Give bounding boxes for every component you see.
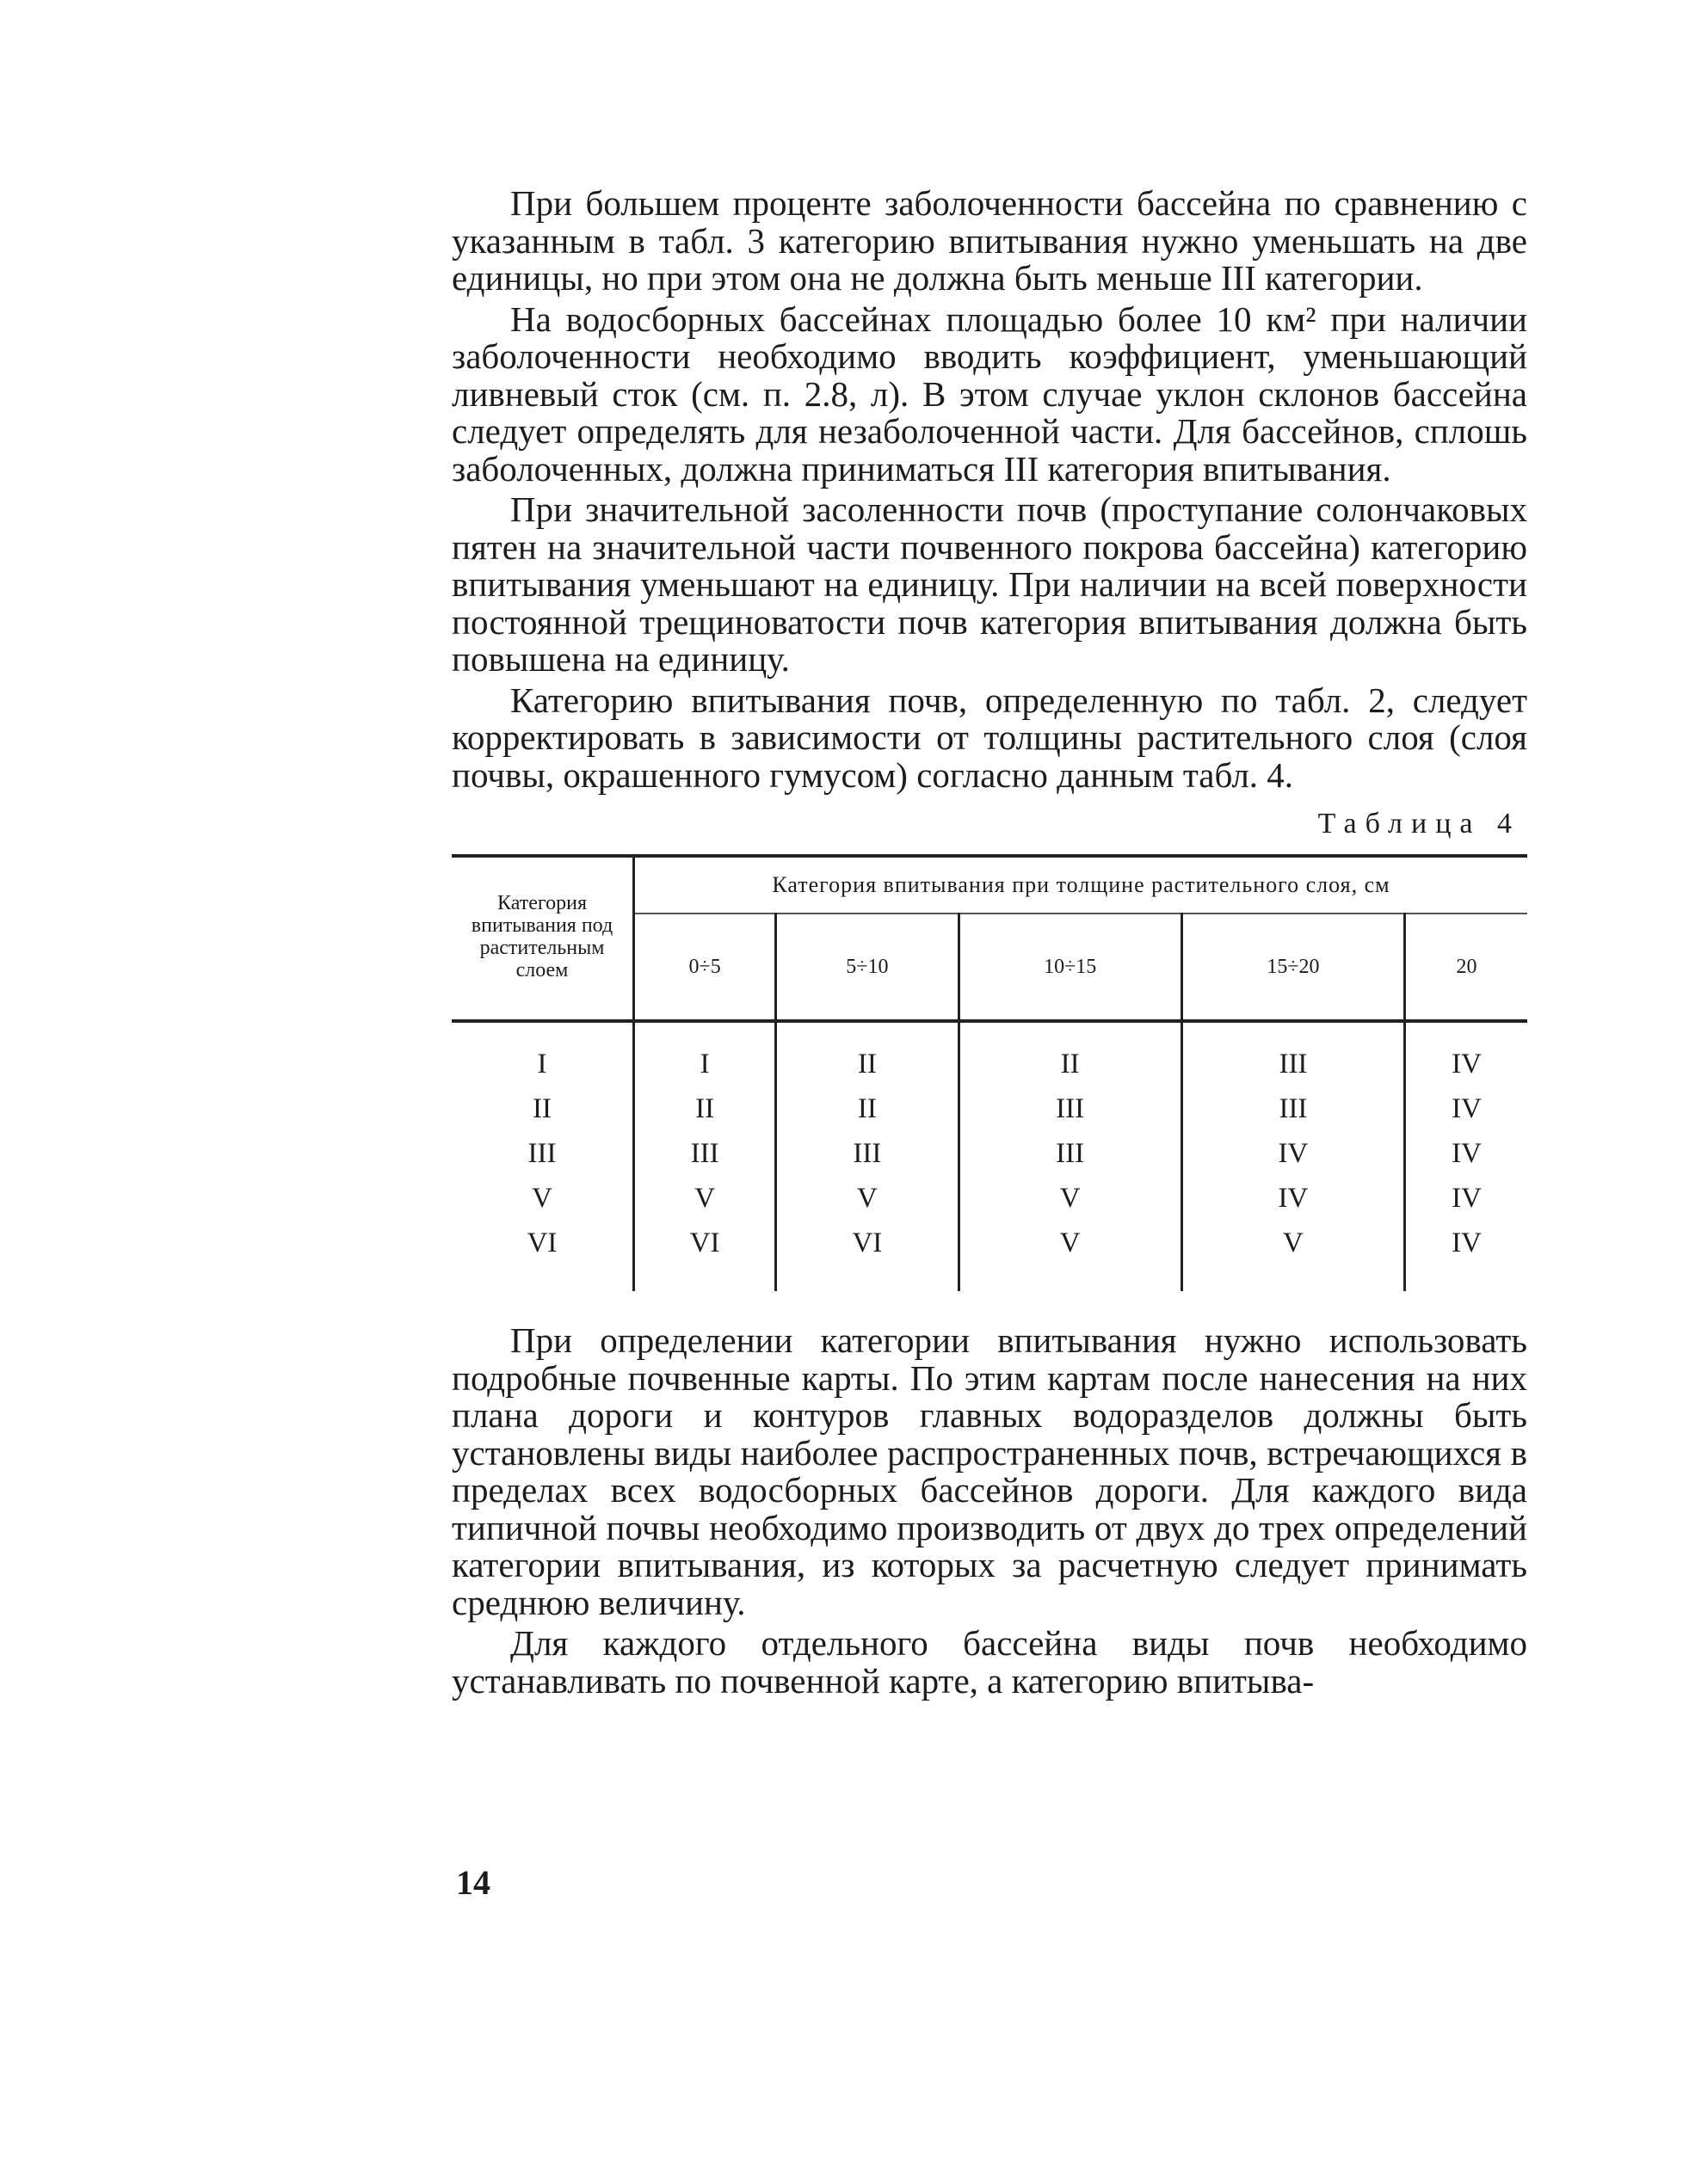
table-cell: I <box>634 1021 776 1086</box>
table-cell: III <box>959 1086 1181 1131</box>
table-cell: IV <box>1452 1049 1482 1080</box>
paragraph-3: При значительной засоленности почв (проступание солончаковых пятен на значительной части почвенного покрова бассейна) категорию впитывания уменьшают на единицу. При наличии на всей поверхности постоянной трещиноватости почв категория впитывания должна быть повышена на единицу. <box>452 489 1527 679</box>
table-cell: III <box>1181 1021 1404 1086</box>
paragraph-1: При большем проценте заболоченности бассейна по сравнению с указанным в табл. 3 категорию впитывания нужно уменьшать на две единицы, но при этом она не должна быть меньше III категории. <box>452 183 1527 298</box>
table-cell: I <box>452 1021 634 1086</box>
table-cell: III <box>959 1131 1181 1176</box>
column-header: 0÷5 <box>634 914 776 1021</box>
table-cell: II <box>776 1086 959 1131</box>
table-row <box>452 1221 1527 1291</box>
table-row <box>452 1176 1527 1221</box>
table-cell: VI <box>452 1221 634 1291</box>
table-cell: IV <box>1181 1176 1404 1221</box>
span-header: Категория впитывания при толщине растительного слоя, см <box>634 856 1528 914</box>
paragraph-2: На водосборных бассейнах площадью более 10 км² при наличии заболоченности необходимо вводить коэффициент, уменьшающий ливневый сток (см. п. 2.8, л). В этом случае уклон склонов бассейна следует определять для незаболоченной части. Для бассейнов, сплошь заболоченных, должна приниматься III категория впитывания. <box>452 298 1527 489</box>
table-cell: VI <box>776 1221 959 1291</box>
table-cell: V <box>959 1221 1181 1291</box>
table-cell: IV <box>1452 1183 1482 1214</box>
column-header: 20 <box>1405 914 1527 1021</box>
table-cell: III <box>634 1131 776 1176</box>
table-cell: V <box>1181 1221 1404 1291</box>
infiltration-table <box>452 854 1527 1291</box>
table-cell: V <box>452 1176 634 1221</box>
table-cell: V <box>959 1176 1181 1221</box>
table-cell: V <box>634 1176 776 1221</box>
table-cell: IV <box>1452 1093 1482 1124</box>
table-cell: IV <box>1452 1138 1482 1169</box>
paragraph-6: Для каждого отдельного бассейна виды почв необходимо устанавливать по почвенной карте, а категорию впитыва- <box>452 1623 1527 1701</box>
table-cell: II <box>634 1086 776 1131</box>
table-cell: II <box>776 1021 959 1086</box>
table-row <box>452 1131 1527 1176</box>
table-cell: III <box>1181 1086 1404 1131</box>
text-after-table <box>452 1322 1527 1700</box>
table-row <box>452 1086 1527 1131</box>
page-number: 14 <box>456 1863 490 1902</box>
paragraph-5: При определении категории впитывания нужно использовать подробные почвенные карты. По этим картам после нанесения на них плана дороги и контуров главных водоразделов должны быть установлены виды наиболее распространенных почв, встречающихся в пределах всех водосборных бассейнов дороги. Для каждого вида типичной почвы необходимо производить от двух до трех определений категории впитывания, из которых за расчетную следует принимать среднюю величину. <box>452 1320 1527 1622</box>
table-cell: V <box>776 1176 959 1221</box>
table-caption: Таблица 4 <box>1317 808 1520 840</box>
table-cell: III <box>776 1131 959 1176</box>
table-cell: II <box>452 1086 634 1131</box>
table-cell: II <box>959 1021 1181 1086</box>
table-cell: IV <box>1181 1131 1404 1176</box>
table-cell: VI <box>634 1221 776 1291</box>
table-cell: III <box>452 1131 634 1176</box>
column-header: 15÷20 <box>1181 914 1404 1021</box>
column-header: 5÷10 <box>776 914 959 1021</box>
page-content <box>452 185 1527 1700</box>
column-header: 10÷15 <box>959 914 1181 1021</box>
row-header: Категория впитывания под растительным слоем <box>452 856 634 1021</box>
table-row <box>452 1021 1527 1086</box>
table-cell: IV <box>1452 1227 1482 1258</box>
paragraph-4: Категорию впитывания почв, определенную по табл. 2, следует корректировать в зависимости от толщины растительного слоя (слоя почвы, окрашенного гумусом) согласно данным табл. 4. <box>452 680 1527 795</box>
